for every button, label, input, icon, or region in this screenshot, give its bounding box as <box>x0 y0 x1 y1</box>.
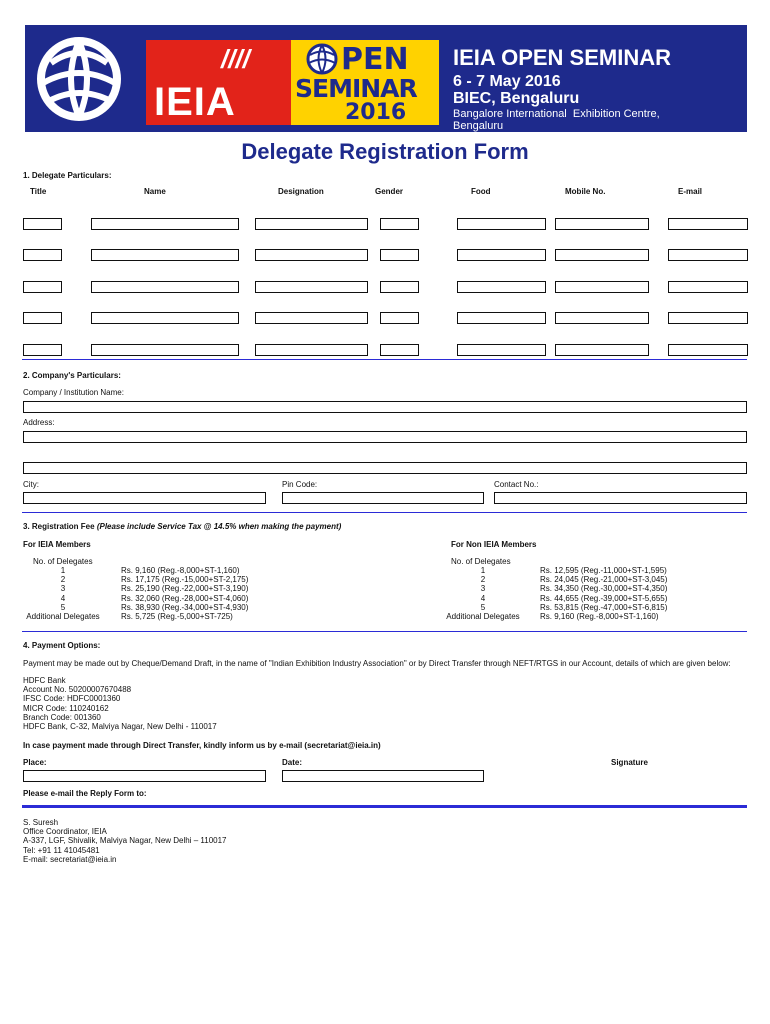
nonmember-fee: Rs. 24,045 (Reg.-21,000+ST-3,045) <box>540 575 668 585</box>
banner-title: IEIA OPEN SEMINAR <box>453 45 671 70</box>
delegate-food-field[interactable] <box>457 344 546 356</box>
delegate-mobile-field[interactable] <box>555 249 649 261</box>
reply-address-line: S. Suresh <box>23 818 59 827</box>
delegate-designation-field[interactable] <box>255 281 368 293</box>
delegate-gender-field[interactable] <box>380 312 419 324</box>
nonmember-fee: Rs. 53,815 (Reg.-47,000+ST-6,815) <box>540 602 668 612</box>
city-field[interactable] <box>23 492 266 504</box>
delegate-count: 2 <box>480 575 486 585</box>
nonmember-fee: Rs. 12,595 (Reg.-11,000+ST-1,595) <box>540 566 667 575</box>
place-label: Place: <box>23 758 47 767</box>
col-header-mobile: Mobile No. <box>565 187 606 196</box>
delegate-mobile-field[interactable] <box>555 218 649 230</box>
form-title: Delegate Registration Form <box>241 139 529 164</box>
col-header-food: Food <box>471 187 491 196</box>
reply-address-line: Office Coordinator, IEIA <box>23 827 107 837</box>
nonmembers-fee-list <box>540 566 667 621</box>
banner-dates: 6 - 7 May 2016 <box>453 73 561 90</box>
delegate-count: 3 <box>60 584 66 594</box>
address-field-line1[interactable] <box>23 431 747 443</box>
address-field-line2[interactable] <box>23 462 747 474</box>
contact-field[interactable] <box>494 492 747 504</box>
members-delegate-counts <box>23 566 103 621</box>
place-field[interactable] <box>23 770 266 782</box>
member-fee: Rs. 38,930 (Reg.-34,000+ST-4,930) <box>121 602 249 612</box>
section2-heading: 2. Company's Particulars: <box>23 371 121 380</box>
col-header-email: E-mail <box>678 187 703 196</box>
section-divider <box>22 359 747 360</box>
reply-address-line: E-mail: secretariat@ieia.in <box>23 854 117 864</box>
banner-venue-short: BIEC, Bengaluru <box>453 90 580 107</box>
company-name-field[interactable] <box>23 401 747 413</box>
nonmember-fee: Rs. 9,160 (Reg.-8,000+ST-1,160) <box>540 612 659 622</box>
signature-label: Signature <box>611 758 648 767</box>
reply-divider <box>22 805 747 808</box>
nonmembers-delegate-counts <box>443 566 523 621</box>
bank-detail-line: Account No. 50200007670488 <box>23 685 132 695</box>
delegate-title-field[interactable] <box>23 218 62 230</box>
delegate-gender-field[interactable] <box>380 344 419 356</box>
delegate-count: 5 <box>60 602 66 612</box>
delegate-email-field[interactable] <box>668 344 748 356</box>
member-fee: Rs. 5,725 (Reg.-5,000+ST-725) <box>121 612 233 622</box>
delegate-count: 1 <box>480 566 486 575</box>
member-fee: Rs. 17,175 (Reg.-15,000+ST-2,175) <box>121 575 249 585</box>
delegate-title-field[interactable] <box>23 344 62 356</box>
delegate-name-field[interactable] <box>91 249 239 261</box>
members-delegates-label: No. of Delegates <box>33 557 93 566</box>
banner-venue-line1: Bangalore International Exhibition Centre, <box>453 108 660 120</box>
date-field[interactable] <box>282 770 484 782</box>
delegate-email-field[interactable] <box>668 281 748 293</box>
payment-intro: Payment may be made out by Cheque/Demand Draft, in the name of "Indian Exhibition Industry Association" or by Direct Transfer through NEFT/RTGS in our Account, details of which are given below: <box>23 659 731 668</box>
section3-title: 3. Registration Fee <box>23 522 95 531</box>
delegate-count: 1 <box>60 566 66 575</box>
ball-icon <box>305 42 339 76</box>
nonmember-fee: Rs. 44,655 (Reg.-39,000+ST-5,655) <box>540 593 668 603</box>
col-header-designation: Designation <box>278 187 324 196</box>
delegate-designation-field[interactable] <box>255 344 368 356</box>
delegate-designation-field[interactable] <box>255 218 368 230</box>
section3-heading <box>23 522 341 532</box>
delegate-email-field[interactable] <box>668 249 748 261</box>
bank-detail-line: IFSC Code: HDFC0001360 <box>23 694 121 704</box>
section1-heading: 1. Delegate Particulars: <box>23 171 112 180</box>
delegate-name-field[interactable] <box>91 312 239 324</box>
header-banner <box>25 25 747 132</box>
logo-pen-text: PEN <box>341 42 409 77</box>
pin-code-label: Pin Code: <box>282 480 318 489</box>
reply-address <box>23 818 227 864</box>
delegate-count: 3 <box>480 584 486 594</box>
delegate-mobile-field[interactable] <box>555 312 649 324</box>
transfer-note: In case payment made through Direct Transfer, kindly inform us by e-mail (secretariat@ieia.in) <box>23 741 381 750</box>
delegate-count: 4 <box>60 593 66 603</box>
logo-slashes: //// <box>221 44 250 74</box>
delegate-count: 4 <box>480 593 486 603</box>
delegate-gender-field[interactable] <box>380 218 419 230</box>
delegate-food-field[interactable] <box>457 281 546 293</box>
member-fee: Rs. 25,190 (Reg.-22,000+ST-3,190) <box>121 584 249 594</box>
col-header-name: Name <box>144 187 166 196</box>
col-header-title: Title <box>30 187 47 196</box>
delegate-name-field[interactable] <box>91 281 239 293</box>
date-label: Date: <box>282 758 303 767</box>
nonmembers-heading: For Non IEIA Members <box>451 540 537 549</box>
bank-detail-line: HDFC Bank, C-32, Malviya Nagar, New Delhi - 110017 <box>23 722 217 732</box>
delegate-mobile-field[interactable] <box>555 344 649 356</box>
delegate-email-field[interactable] <box>668 218 748 230</box>
logo-year-text: 2016 <box>345 100 407 125</box>
reply-address-line: A-337, LGF, Shivalik, Malviya Nagar, New Delhi – 110017 <box>23 836 227 846</box>
nonmember-fee: Rs. 34,350 (Reg.-30,000+ST-4,350) <box>540 584 668 594</box>
member-fee: Rs. 32,060 (Reg.-28,000+ST-4,060) <box>121 593 249 603</box>
address-label: Address: <box>23 418 55 427</box>
delegate-count: Additional Delegates <box>26 612 100 622</box>
service-tax-note: (Please include Service Tax @ 14.5% when making the payment) <box>96 522 342 531</box>
delegate-mobile-field[interactable] <box>555 281 649 293</box>
delegate-name-field[interactable] <box>91 218 239 230</box>
section-divider <box>22 512 747 513</box>
open-seminar-logo <box>291 40 439 125</box>
delegate-count: 2 <box>60 575 66 585</box>
member-fee: Rs. 9,160 (Reg.-8,000+ST-1,160) <box>121 566 240 575</box>
bank-details <box>23 676 217 731</box>
col-header-gender: Gender <box>375 187 404 196</box>
delegate-count: 5 <box>480 602 486 612</box>
bank-detail-line: Branch Code: 001360 <box>23 712 101 722</box>
delegate-count: Additional Delegates <box>446 612 520 622</box>
reply-heading: Please e-mail the Reply Form to: <box>23 789 147 798</box>
logo-seminar-text: SEMINAR <box>295 74 417 103</box>
members-heading: For IEIA Members <box>23 540 91 549</box>
delegate-food-field[interactable] <box>457 249 546 261</box>
delegate-email-field[interactable] <box>668 312 748 324</box>
company-label: Company / Institution Name: <box>23 388 124 397</box>
delegate-name-field[interactable] <box>91 344 239 356</box>
globe-logo-icon <box>33 33 125 125</box>
delegate-food-field[interactable] <box>457 218 546 230</box>
banner-venue-line2: Bengaluru <box>453 120 504 132</box>
ieia-logo-block <box>146 40 291 125</box>
logo-ieia-text: IEIA <box>154 80 236 124</box>
section-divider <box>22 631 747 632</box>
nonmembers-delegates-label: No. of Delegates <box>451 557 511 566</box>
section4-heading: 4. Payment Options: <box>23 641 101 650</box>
contact-label: Contact No.: <box>494 480 539 489</box>
bank-detail-line: MICR Code: 110240162 <box>23 703 109 713</box>
delegate-title-field[interactable] <box>23 281 62 293</box>
delegate-gender-field[interactable] <box>380 249 419 261</box>
reply-address-line: Tel: +91 11 41045481 <box>23 845 100 855</box>
delegate-title-field[interactable] <box>23 249 62 261</box>
delegate-designation-field[interactable] <box>255 249 368 261</box>
delegate-designation-field[interactable] <box>255 312 368 324</box>
members-fee-list <box>121 566 248 621</box>
city-label: City: <box>23 480 39 489</box>
pin-code-field[interactable] <box>282 492 484 504</box>
delegate-title-field[interactable] <box>23 312 62 324</box>
delegate-gender-field[interactable] <box>380 281 419 293</box>
delegate-food-field[interactable] <box>457 312 546 324</box>
bank-detail-line: HDFC Bank <box>23 676 66 685</box>
